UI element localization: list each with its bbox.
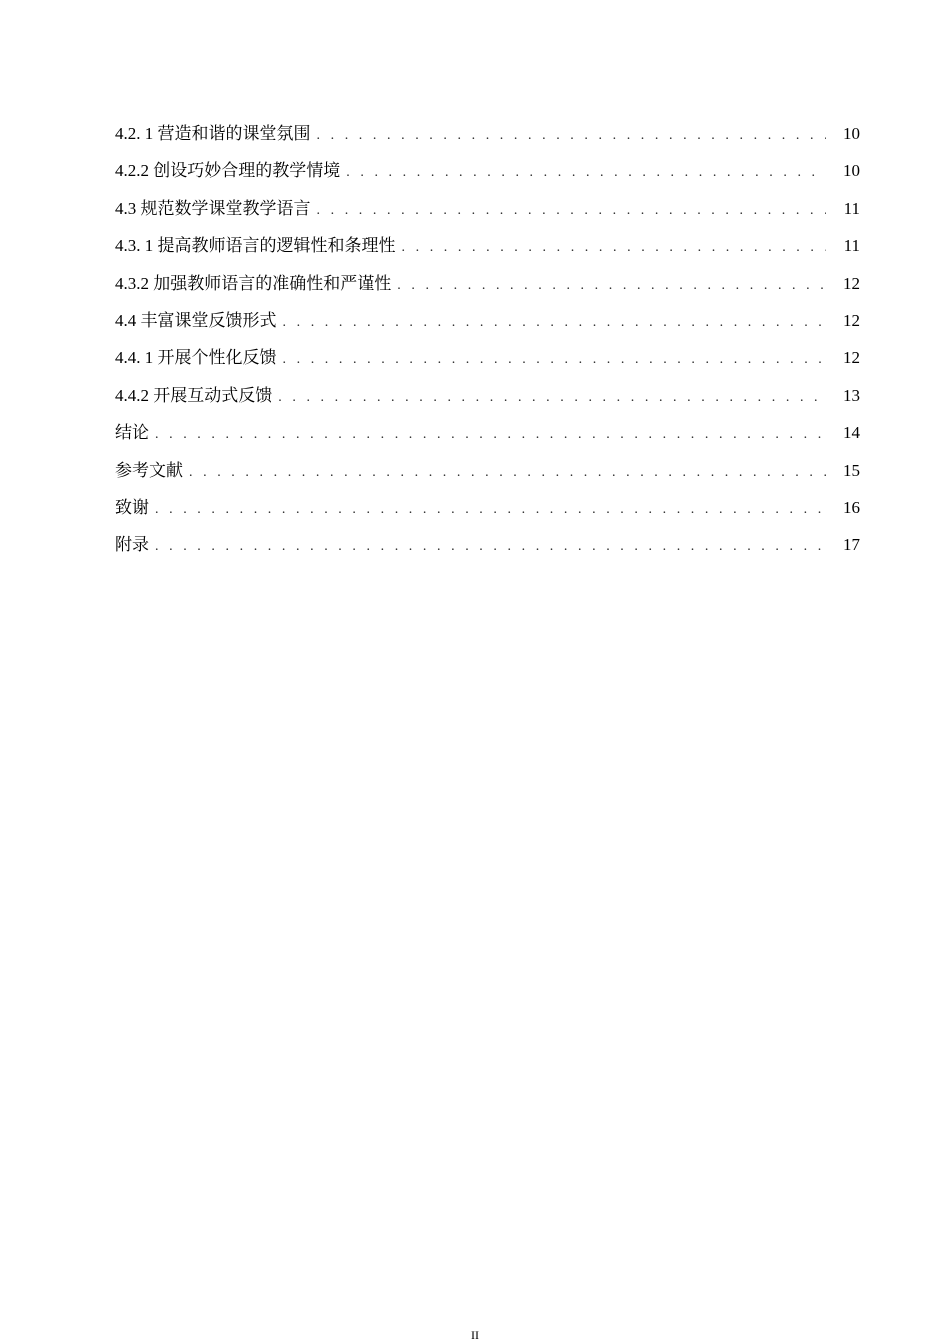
toc-dot-leader xyxy=(278,385,826,411)
toc-dot-leader xyxy=(155,422,826,448)
toc-entry-title: 附录 xyxy=(115,535,149,555)
toc-entry-4-3-2[interactable] xyxy=(115,271,860,308)
toc-dot-leader xyxy=(155,534,826,560)
toc-entry-title: 4.3. 1 提高教师语言的逻辑性和条理性 xyxy=(115,236,396,256)
toc-entry-page: 17 xyxy=(843,535,860,555)
toc-entry-title: 结论 xyxy=(115,423,149,443)
toc-entry-page: 14 xyxy=(843,423,860,443)
toc-entry-page: 11 xyxy=(843,236,860,256)
toc-entry-4-2-2[interactable] xyxy=(115,158,860,195)
toc-entry-4-3-1[interactable] xyxy=(115,233,860,270)
toc-dot-leader xyxy=(402,235,827,261)
toc-entry-page: 11 xyxy=(843,198,860,218)
toc-entry-acknowledgements[interactable] xyxy=(115,495,860,532)
toc-entry-page: 16 xyxy=(843,497,860,517)
toc-entry-page: 12 xyxy=(843,348,860,368)
toc-dot-leader xyxy=(155,497,826,523)
toc-entry-title: 致谢 xyxy=(115,497,149,517)
toc-dot-leader xyxy=(189,460,826,486)
toc-entry-page: 13 xyxy=(843,385,860,405)
toc-entry-conclusion[interactable] xyxy=(115,420,860,457)
table-of-contents xyxy=(115,121,860,570)
toc-entry-title: 4.3 规范数学课堂教学语言 xyxy=(115,198,311,218)
toc-entry-references[interactable] xyxy=(115,458,860,495)
toc-dot-leader xyxy=(317,123,827,149)
toc-entry-4-2-1[interactable] xyxy=(115,121,860,158)
toc-entry-title: 参考文献 xyxy=(115,460,183,480)
toc-entry-4-4[interactable] xyxy=(115,308,860,345)
toc-entry-4-4-2[interactable] xyxy=(115,383,860,420)
toc-entry-title: 4.2. 1 营造和谐的课堂氛围 xyxy=(115,124,311,143)
toc-dot-leader xyxy=(346,160,826,186)
toc-entry-title: 4.4. 1 开展个性化反馈 xyxy=(115,348,277,368)
toc-entry-4-3[interactable] xyxy=(115,196,860,233)
toc-dot-leader xyxy=(397,273,826,299)
toc-entry-page: 10 xyxy=(843,124,860,143)
toc-entry-4-4-1[interactable] xyxy=(115,345,860,382)
toc-dot-leader xyxy=(283,310,827,336)
page-number: II xyxy=(471,1328,479,1342)
toc-entry-title: 4.3.2 加强教师语言的准确性和严谨性 xyxy=(115,273,392,293)
toc-dot-leader xyxy=(283,347,827,373)
toc-dot-leader xyxy=(317,198,827,224)
toc-entry-title: 4.4 丰富课堂反馈形式 xyxy=(115,310,277,330)
toc-entry-title: 4.2.2 创设巧妙合理的教学情境 xyxy=(115,161,341,181)
toc-entry-appendix[interactable] xyxy=(115,532,860,569)
toc-entry-page: 12 xyxy=(843,310,860,330)
toc-entry-page: 15 xyxy=(843,460,860,480)
toc-entry-title: 4.4.2 开展互动式反馈 xyxy=(115,385,273,405)
toc-entry-page: 10 xyxy=(843,161,860,181)
toc-entry-page: 12 xyxy=(843,273,860,293)
